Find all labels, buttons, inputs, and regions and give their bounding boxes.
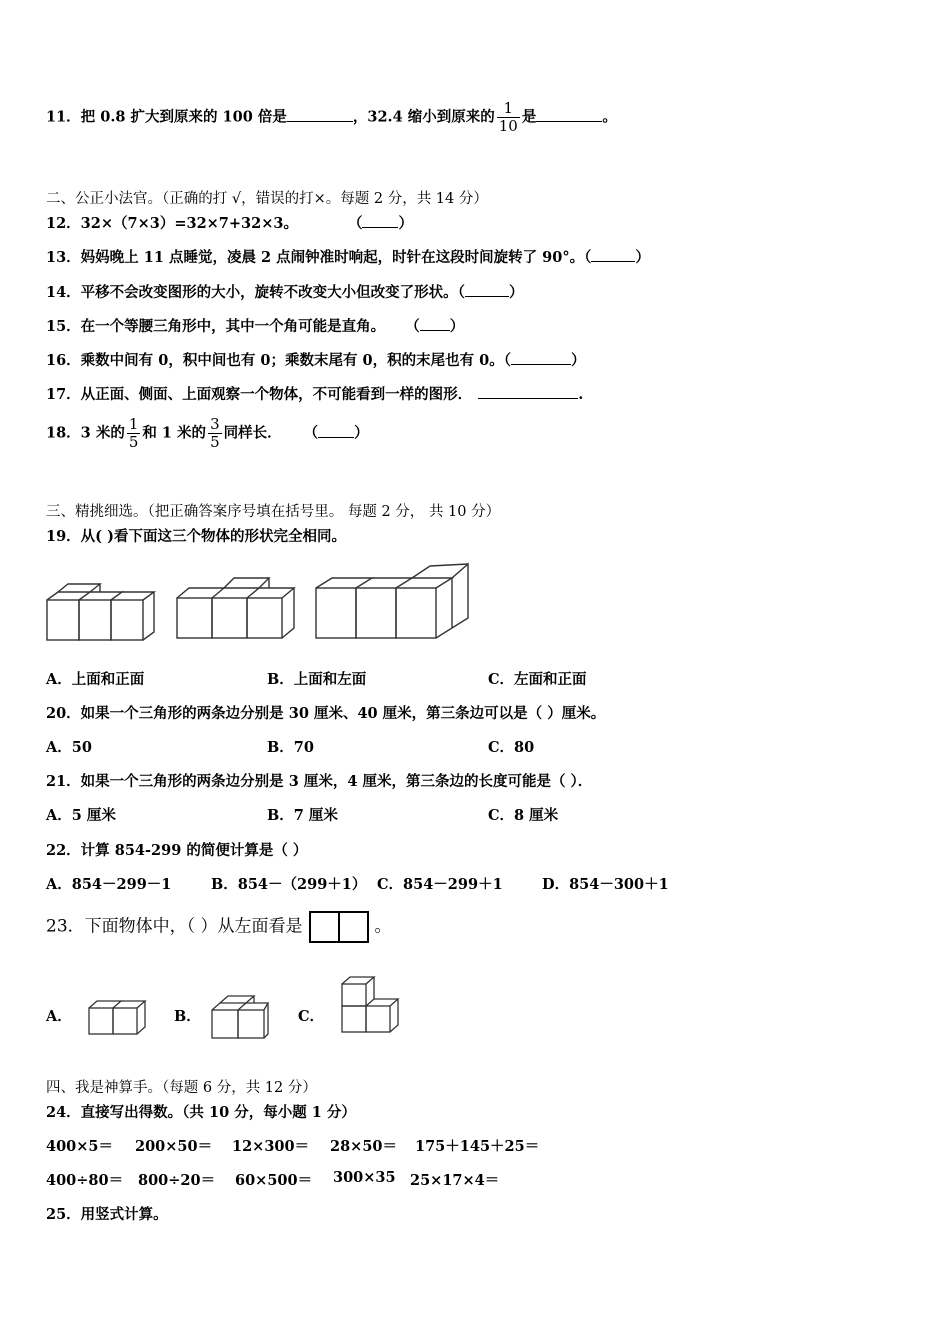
q13-paren-left: （ — [584, 249, 592, 266]
q23-left-view-squares — [309, 911, 369, 943]
q12-paren-right: ） — [398, 215, 413, 232]
question-17 — [46, 383, 583, 404]
q18-frac2-num: 3 — [210, 415, 220, 433]
q24-row2-item-5: 25×17×4＝ — [410, 1172, 500, 1189]
q20-option-b[interactable]: B．70 — [267, 739, 314, 756]
q18-fraction-1 — [127, 416, 141, 451]
q23-text-a: 23．下面物体中，（ ）从左面看是 — [46, 916, 303, 937]
q18-fraction-2 — [208, 416, 222, 451]
question-15 — [46, 315, 464, 336]
q24-row2-item-2: 800÷20＝ — [138, 1172, 216, 1189]
q18-paren-right: ） — [354, 424, 369, 442]
q19-option-b[interactable]: B．上面和左面 — [267, 671, 367, 688]
q24-row1-item-1: 400×5＝ — [46, 1138, 114, 1155]
question-24: 24．直接写出得数。（共 10 分，每小题 1 分） — [46, 1104, 356, 1121]
q15-paren-left: （ — [405, 318, 420, 335]
q13-answer-blank[interactable] — [591, 249, 635, 262]
q16-text: 16．乘数中间有 0，积中间也有 0；乘数末尾有 0，积的末尾也有 0。 — [46, 352, 504, 369]
q19-option-a[interactable]: A．上面和正面 — [46, 671, 145, 688]
q11-text-d: 。 — [602, 108, 617, 126]
q19-object-2-figure — [174, 570, 298, 645]
question-23 — [46, 911, 392, 943]
question-19: 19．从( )看下面这三个物体的形状完全相同。 — [46, 528, 346, 545]
q11-blank-2[interactable] — [536, 109, 602, 122]
q24-row2-item-1: 400÷80＝ — [46, 1172, 124, 1189]
q16-answer-blank[interactable] — [511, 352, 571, 365]
q11-fraction — [497, 100, 520, 135]
q19-option-c[interactable]: C．左面和正面 — [488, 671, 587, 688]
q20-option-c[interactable]: C．80 — [488, 739, 535, 756]
q11-frac-num: 1 — [497, 100, 520, 118]
q24-row1-item-5: 175＋145＋25＝ — [415, 1138, 540, 1155]
q12-text: 12．32×（7×3）=32×7+32×3。 — [46, 215, 298, 232]
q23-option-c[interactable]: C． — [298, 1008, 325, 1025]
question-11 — [46, 100, 617, 135]
question-13 — [46, 246, 650, 267]
q18-paren-left: （ — [303, 424, 319, 442]
q17-text: 17．从正面、侧面、上面观察一个物体，不可能看到一样的图形． — [46, 386, 473, 403]
question-20: 20．如果一个三角形的两条边分别是 30 厘米、40 厘米，第三条边可以是（ ）厘米。 — [46, 705, 606, 722]
q15-text: 15．在一个等腰三角形中，其中一个角可能是直角。 — [46, 318, 386, 335]
q24-row1-item-4: 28×50＝ — [330, 1138, 398, 1155]
question-18 — [46, 416, 369, 451]
q20-option-a[interactable]: A．50 — [46, 739, 92, 756]
q18-frac1-num: 1 — [128, 415, 139, 433]
q18-text-a: 18．3 米的 — [46, 424, 125, 442]
q23-option-b[interactable]: B． — [174, 1008, 201, 1025]
q16-paren-right: ） — [570, 352, 586, 369]
q11-text-c: 是 — [521, 108, 537, 126]
q22-option-a[interactable]: A．854－299－1 — [46, 876, 172, 893]
q16-paren-left: （ — [503, 352, 511, 369]
q11-frac-den: 10 — [498, 117, 518, 135]
q23-text-b: 。 — [374, 916, 392, 937]
question-14 — [46, 281, 523, 302]
q12-answer-blank[interactable] — [362, 215, 398, 228]
question-22: 22．计算 854-299 的简便计算是（ ） — [46, 842, 308, 859]
q19-object-1-figure — [44, 578, 160, 648]
q15-answer-blank[interactable] — [420, 318, 450, 331]
q18-answer-blank[interactable] — [318, 425, 354, 438]
q22-option-d[interactable]: D．854－300＋1 — [542, 876, 669, 893]
q21-option-a[interactable]: A．5 厘米 — [46, 807, 116, 824]
q18-text-c: 同样长． — [223, 424, 282, 442]
q14-paren-right: ） — [508, 284, 524, 301]
q13-paren-right: ） — [635, 249, 650, 266]
q21-option-b[interactable]: B．7 厘米 — [267, 807, 338, 824]
q23-option-b-figure — [208, 992, 272, 1042]
section-2-title: 二、公正小法官。（正确的打 √，错误的打×。每题 2 分，共 14 分） — [46, 191, 488, 207]
section-4-title: 四、我是神算手。（每题 6 分，共 12 分） — [46, 1080, 317, 1096]
q22-option-c[interactable]: C．854－299＋1 — [377, 876, 503, 893]
q13-text: 13．妈妈晚上 11 点睡觉，凌晨 2 点闹钟准时响起，时针在这段时间旋转了 90°。 — [46, 249, 585, 266]
q23-option-a-figure — [86, 996, 148, 1038]
q18-text-b: 和 1 米的 — [142, 424, 207, 442]
q19-object-3-figure — [312, 558, 472, 644]
q11-text-a: 11．把 0.8 扩大到原来的 100 倍是 — [46, 108, 287, 126]
q21-option-c[interactable]: C．8 厘米 — [488, 807, 559, 824]
section-3-title: 三、精挑细选。（把正确答案序号填在括号里。 每题 2 分， 共 10 分） — [46, 504, 501, 520]
q14-paren-left: （ — [457, 284, 465, 301]
question-25: 25．用竖式计算。 — [46, 1206, 168, 1223]
q24-row1-item-2: 200×50＝ — [135, 1138, 213, 1155]
q24-row2-item-3: 60×500＝ — [235, 1172, 313, 1189]
q24-row1-item-3: 12×300＝ — [232, 1138, 310, 1155]
q12-paren-left: （ — [347, 215, 363, 232]
q14-text: 14．平移不会改变图形的大小，旋转不改变大小但改变了形状。 — [46, 284, 458, 301]
q18-frac1-den: 5 — [128, 433, 139, 451]
q11-blank-1[interactable] — [287, 109, 353, 122]
q22-option-b[interactable]: B．854－（299＋1） — [211, 876, 367, 893]
q15-paren-right: ） — [449, 318, 465, 335]
q23-option-a[interactable]: A． — [46, 1008, 72, 1025]
question-21: 21．如果一个三角形的两条边分别是 3 厘米，4 厘米，第三条边的长度可能是（ ）． — [46, 773, 593, 790]
q17-end: . — [578, 386, 584, 403]
question-16 — [46, 349, 585, 370]
q23-option-c-figure — [338, 972, 400, 1046]
q24-row2-item-4: 300×35 — [333, 1169, 396, 1186]
q11-text-b: ，32.4 缩小到原来的 — [352, 108, 495, 126]
question-12 — [46, 212, 413, 233]
q18-frac2-den: 5 — [210, 433, 220, 451]
q14-answer-blank[interactable] — [465, 284, 509, 297]
q17-answer-blank[interactable] — [478, 386, 578, 399]
